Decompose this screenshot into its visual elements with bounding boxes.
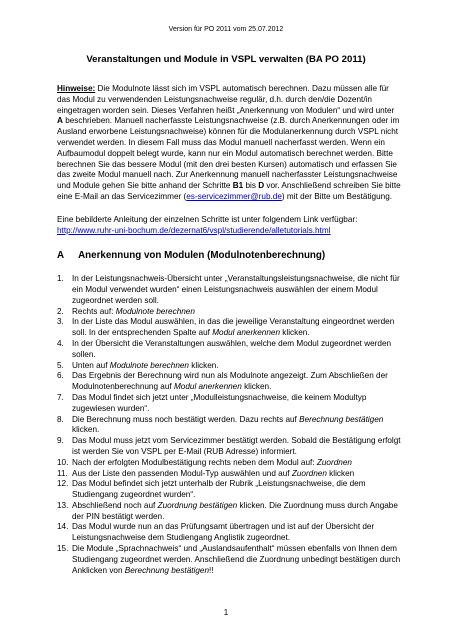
step-text-part: klicken. [72, 425, 100, 435]
step-text-part: Unten auf [72, 360, 110, 370]
step-number: 1. [57, 274, 64, 284]
step-text [72, 339, 402, 361]
page-number: 1 [223, 608, 229, 617]
section-a-title: Anerkennung von Modulen (Modulnotenberechnung) [78, 250, 326, 262]
step-text-part: klicken. [189, 360, 219, 370]
servicezimmer-email-link[interactable]: es-servicezimmer@rub.de [186, 191, 282, 201]
step-text-part: !! [209, 565, 214, 575]
step-text-part: klicken. Die Zuordnung muss durch Angabe der PIN bestätigt werden. [72, 500, 398, 521]
steps-list [57, 274, 402, 576]
step-item [57, 436, 402, 458]
hinweise-label: Hinweise: [57, 84, 96, 93]
step-text [72, 479, 402, 501]
step-item [57, 415, 402, 437]
step-number: 6. [57, 371, 64, 381]
step-text [72, 393, 402, 415]
step-text-part: Nach der erfolgten Modulbestätigung rechts neben dem Modul auf: [72, 457, 317, 467]
step-text-part: Abschließend noch auf [72, 500, 158, 510]
step-number: 12. [57, 479, 69, 489]
step-text [72, 317, 402, 339]
step-number: 5. [57, 360, 64, 370]
step-text [72, 361, 402, 372]
step-number: 9. [57, 436, 64, 446]
step-text [72, 307, 402, 318]
step-text-part: In der Übersicht die Veranstaltungen auswählen, welche dem Modul zugeordnet werden sollen. [72, 338, 392, 359]
section-a-heading [57, 251, 402, 262]
step-text [72, 522, 402, 544]
step-text-part: Rechts auf: [72, 306, 116, 316]
step-item [57, 393, 402, 415]
step-text-part: In der Liste das Modul auswählen, in das die jeweilige Veranstaltung eingeordnet werden soll. In der entsprechenden Spalte auf [72, 317, 395, 338]
step-number: 3. [57, 317, 64, 327]
page-header: Version für PO 2011 vom 25.07.2012 [168, 26, 284, 33]
step-action-label: Berechnung bestätigen [299, 414, 384, 424]
step-text-part: klicken. [280, 328, 310, 338]
step-action-label: Zuordnung bestätigen [157, 500, 238, 510]
step-item [57, 274, 402, 306]
step-text-part: Die Module „Sprachnachweis“ und „Auslandsaufenthalt“ müssen ebenfalls von Ihnen dem Studiengang zugeordnet werden. Anschließend die Zuordnung unbedingt bestätigen durch Anklicken von [72, 544, 401, 575]
step-item [57, 479, 402, 501]
step-item [57, 522, 402, 544]
step-item [57, 307, 402, 318]
step-number: 2. [57, 306, 64, 316]
tutorial-paragraph [57, 215, 402, 237]
hinweise-text-3: bis [243, 181, 259, 191]
hinweise-text-4: vor. Anschließend schreiben Sie bitte eine E-Mail an das Servicezimmer ( [57, 181, 401, 201]
tutorial-link[interactable]: http://www.ruhr-uni-bochum.de/dezernat6/vspl/studierende/alletutorials.html [57, 225, 331, 235]
hinweise-text-5: ) mit der Bitte um Bestätigung. [281, 191, 393, 201]
hinweise-ref-d: D [258, 181, 265, 191]
step-text [72, 436, 402, 458]
step-item [57, 469, 402, 480]
step-text-part: Das Ergebnis der Berechnung wird nun als Modulnote angezeigt. Zum Abschließen der Modulnotenberechnung auf [72, 371, 388, 392]
hinweise-ref-a: A [57, 116, 63, 126]
step-number: 15. [57, 544, 69, 554]
document-body [57, 84, 402, 576]
document-title: Veranstaltungen und Module in VSPL verwalten (BA PO 2011) [86, 54, 366, 65]
step-text [72, 415, 402, 437]
step-item [57, 501, 402, 523]
step-item [57, 371, 402, 393]
hinweise-text-2: beschrieben. Manuell nacherfasste Leistungsnachweise (z.B. durch Anerkennungen oder im Ausland erworbene Leistungsnachweise) können für die Modulanerkennung durch VSPL nicht verwendet werden. In diesem Fall muss das Modul manuell nacherfasst werden. Wenn ein Aufbaumodul doppelt belegt wurde, kann nur ein Modul automatisch berechnet werden. Bitte berechnen Sie das bessere Modul (mit den drei besten Kursen) automatisch und erfassen Sie das zweite Modul manuell nach. Zur Anerkennung manuell nacherfasster Leistungsnachweise und Module gehen Sie bitte anhand der Schritte [57, 116, 400, 191]
step-text-part: Die Berechnung muss noch bestätigt werden. Dazu rechts auf [72, 414, 300, 424]
step-text-part: Das Modul befindet sich jetzt unterhalb der Rubrik „Leistungsnachweise, die dem Studiengang zugeordnet wurden“. [72, 479, 366, 500]
step-text [72, 371, 402, 393]
step-text-part: In der Leistungsnachweis-Übersicht unter „Veranstaltungsleistungsnachweise, die nicht für ein Modul verwendet wurden“ einen Leistungsnachweis auswählen der einem Modul zugeordnet werden soll. [72, 274, 400, 305]
step-text-part: Das Modul wurde nun an das Prüfungsamt übertragen und ist auf der Übersicht der Leistungsnachweise dem Studiengang Anglistik zugeordnet. [72, 522, 375, 543]
step-number: 8. [57, 414, 64, 424]
step-text-part: klicken [326, 468, 355, 478]
step-action-label: Berechnung bestätigen [124, 565, 210, 575]
section-a-letter: A [57, 250, 65, 262]
step-number: 13. [57, 500, 69, 510]
step-action-label: Modul anerkennen [173, 382, 242, 392]
step-action-label: Zuordnen [316, 457, 352, 467]
hinweise-paragraph [57, 84, 402, 203]
step-text-part: Das Modul findet sich jetzt unter „Modulleistungsnachweise, die keinem Modultyp zugewiesen wurden“. [72, 392, 367, 413]
step-number: 14. [57, 522, 69, 532]
step-text [72, 274, 402, 306]
step-action-label: Modulnote berechnen [115, 306, 195, 316]
step-item [57, 458, 402, 469]
step-action-label: Modulnote berechnen [109, 360, 189, 370]
step-number: 11. [57, 468, 68, 478]
step-action-label: Modul anerkennen [212, 328, 281, 338]
step-text [72, 544, 402, 576]
step-number: 7. [57, 392, 64, 402]
tutorial-text: Eine bebilderte Anleitung der einzelnen Schritte ist unter folgendem Link verfügbar: [57, 214, 358, 224]
hinweise-text-1: Die Modulnote lässt sich im VSPL automatisch berechnen. Dazu müssen alle für das Modul zu verwendenden Leistungsnachweise regulär, d.h. durch den/die Dozent/in eingetragen worden sein. Dieses Verfahren heißt „Anerkennung von Modulen“ und wird unter [57, 84, 395, 115]
step-action-label: Zuordnen [291, 468, 327, 478]
step-number: 10. [57, 457, 69, 467]
step-text-part: klicken. [241, 382, 272, 392]
step-text-part: Das Modul muss jetzt vom Servicezimmer bestätigt werden. Sobald die Bestätigung erfolgt ist werden Sie von VSPL per E-Mail (RUB Adresse) informiert. [72, 436, 401, 456]
step-item [57, 339, 402, 361]
step-item [57, 544, 402, 576]
step-text [72, 501, 402, 523]
step-text-part: Aus der Liste den passenden Modul-Typ auswählen und auf [72, 468, 292, 478]
step-text [72, 458, 402, 469]
step-item [57, 317, 402, 339]
step-item [57, 361, 402, 372]
step-text [72, 469, 402, 480]
hinweise-ref-b1: B1 [232, 181, 244, 191]
step-number: 4. [57, 338, 64, 348]
